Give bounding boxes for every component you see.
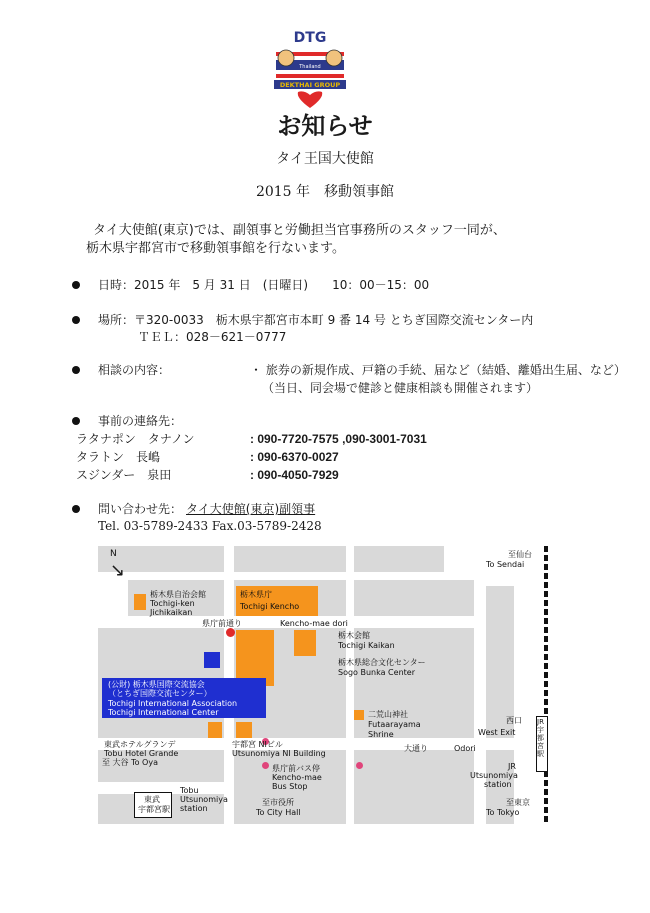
oya-label: 至 大谷 To Oya (102, 758, 158, 767)
north-label: N (110, 549, 117, 559)
shrine-label: Futaarayama (368, 720, 421, 729)
tokyo-label: 至東京 (506, 798, 530, 807)
jichikaikan-building (134, 594, 146, 610)
map-block (354, 580, 474, 616)
bullet-icon (72, 281, 80, 289)
hotel-building (208, 722, 222, 738)
jr-station-label: Utsunomiya (470, 771, 518, 780)
west-exit-label: West Exit (478, 728, 516, 737)
kencho-label: 栃木県庁 (240, 590, 272, 599)
ni-building-label: 宇都宮 NIビル (232, 740, 283, 749)
place-tel: ＴＥＬ：028－621－0777 (138, 330, 287, 344)
north-arrow-icon: ↘ (110, 560, 126, 581)
west-exit-label: 西口 (506, 716, 522, 725)
shrine-label: Shrine (368, 730, 394, 739)
jichikaikan-label: Jichikaikan (150, 608, 193, 617)
access-map (98, 546, 558, 824)
jr-station-label: station (484, 780, 512, 789)
jichikaikan-label: Tochigi-ken (150, 599, 195, 608)
shrine-label: 二荒山神社 (368, 710, 408, 719)
busstop-label: Kencho-mae (272, 773, 322, 782)
odori-label: Odori (454, 744, 476, 753)
contact-phone[interactable]: : 090-6370-0027 (250, 450, 339, 464)
contact-name: ラタナポン タナノン (76, 432, 195, 446)
logo-small-text: Thailand (299, 64, 321, 70)
busstop-label: 県庁前バス停 (272, 764, 320, 773)
page-title: お知らせ (277, 111, 373, 140)
jr-station-vertical: JR宇都宮駅 (537, 718, 544, 758)
kaikan-label: Tochigi Kaikan (338, 641, 395, 650)
contact-name: スジンダー 泉田 (76, 468, 172, 482)
busstop-label: Bus Stop (272, 782, 308, 791)
embassy-name: タイ王国大使館 (276, 151, 374, 167)
sendai-label: 至仙台 (508, 550, 532, 559)
railway-line (544, 546, 548, 824)
tokyo-label: To Tokyo (486, 808, 520, 817)
city-hall-label: 至市役所 (262, 798, 294, 807)
kencho-label: Tochigi Kencho (240, 602, 300, 611)
contact-phone[interactable]: : 090-4050-7929 (250, 468, 339, 482)
consult-line-2: （当日、同会場で健診と健康相談も開催されます） (262, 381, 539, 395)
contacts-heading: 事前の連絡先： (98, 414, 183, 428)
bullet-icon (72, 505, 80, 513)
contact-phone[interactable]: : 090-7720-7575 ,090-3001-7031 (250, 432, 427, 446)
map-block (354, 750, 474, 824)
bus-stop-pin-icon (262, 762, 269, 769)
tobu-station-label: 東武 (144, 795, 160, 804)
jr-station-label: JR (508, 762, 516, 771)
odori-label: 大通り (404, 744, 428, 753)
sogo-label: 栃木県総合文化センター (338, 658, 426, 667)
jichikaikan-label: 栃木県自治会館 (150, 590, 206, 599)
center-label: Tochigi International Center (108, 708, 219, 717)
kencho-dori-label: Kencho-mae dori (280, 619, 348, 628)
tobu-station-label: Tobu (180, 786, 199, 795)
dtg-logo (270, 28, 350, 110)
datetime: 日時：2015 年 5 月 31 日 (日曜日) 10：00－15：00 (98, 278, 430, 292)
kaikan-building (294, 630, 316, 656)
contact-name: タラトン 長嶋 (76, 450, 161, 464)
kaikan-label: 栃木会館 (338, 631, 370, 640)
bullet-icon (72, 366, 80, 374)
bus-stop-pin-icon (356, 762, 363, 769)
inquiry-tel: Tel. 03-5789-2433 Fax.03-5789-2428 (98, 519, 322, 533)
no-entry-icon (226, 628, 235, 637)
bullet-icon (72, 316, 80, 324)
sendai-label: To Sendai (486, 560, 525, 569)
kencho-dori-label: 県庁前通り (202, 619, 242, 628)
event-title: 2015 年 移動領事館 (255, 184, 395, 200)
consult-line-1: ・ 旅券の新規作成、戸籍の手続、届など（結婚、離婚出生届、など） (250, 363, 626, 377)
sogo-label: Sogo Bunka Center (338, 668, 415, 677)
center-building (204, 652, 220, 668)
tobu-station-label: Utsunomiya (180, 795, 228, 804)
intro-line-2: 栃木県宇都宮市で移動領事館を行ないます。 (86, 241, 345, 256)
map-block (354, 546, 444, 572)
logo-bottom-text: DEKTHAI GROUP (279, 81, 341, 89)
inquiry-label: 問い合わせ先： (98, 502, 183, 516)
consult-label: 相談の内容： (98, 363, 171, 377)
inquiry-target[interactable]: タイ大使館(東京)副領事 (186, 502, 316, 516)
shrine-building (354, 710, 364, 720)
logo-top-text: DTG (293, 30, 327, 46)
bullet-icon (72, 417, 80, 425)
tobu-station-label: station (180, 804, 208, 813)
ni-building (236, 722, 252, 738)
center-label: （とちぎ国際交流センター） (108, 689, 212, 698)
map-block (234, 546, 346, 572)
place-address: 場所：〒320-0033 栃木県宇都宮市本町 9 番 14 号 とちぎ国際交流センター内 (98, 313, 534, 327)
hotel-label: 東武ホテルグランデ (104, 740, 176, 749)
center-label: Tochigi International Association (108, 699, 238, 708)
city-hall-label: To City Hall (256, 808, 301, 817)
tobu-station-label: 宇都宮駅 (138, 805, 170, 814)
center-label: (公財) 栃木県国際交流協会 (108, 680, 205, 689)
hotel-label: Tobu Hotel Grande (104, 749, 179, 758)
intro-line-1: タイ大使館(東京)では、副領事と労働担当官事務所のスタッフ一同が、 (93, 223, 506, 238)
ni-building-label: Utsunomiya NI Building (232, 749, 326, 758)
